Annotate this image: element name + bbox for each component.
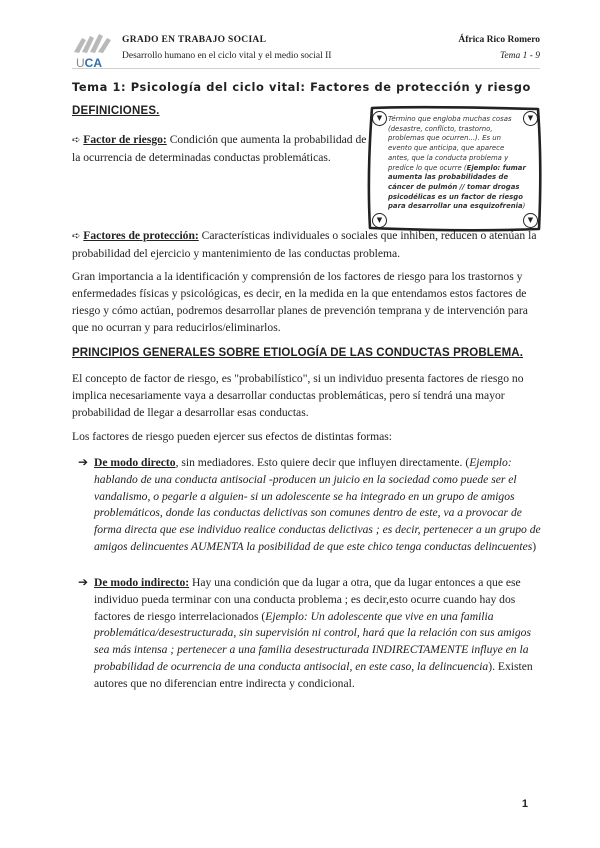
protection-factor-definition [72,227,542,262]
uca-logo-text: UCA [76,56,103,70]
topic-page: Tema 1 - 9 [499,51,540,61]
definitions-heading: DEFINICIONES. [72,105,160,117]
callout-marker-icon: ▼ [523,213,538,228]
callout-marker-icon: ▼ [523,111,538,126]
indirect-mode-label: De modo indirecto: [94,576,190,589]
header-right [458,32,540,64]
page-number: 1 [521,798,528,810]
white-arrow-icon: ➪ [72,231,81,242]
protection-factor-text: Características individuales o sociales que inhiben, reducen o atenúan la probabilidad del ejercicio y mantenimiento de las conductas problema. [72,229,537,260]
course-name: Desarrollo humano en el ciclo vital y el medio social II [122,51,332,61]
uca-logo [72,30,116,70]
header-divider [72,68,540,69]
direct-mode-example: Ejemplo: hablando de una conducta antisocial -producen un juicio en la sociedad como puede ser el vandalismo, o pegarle a alguien- si un adolescente se ha integrado en un grupo de amigos problemáticos, donde las conductas delictivas son comunes dentro de este, va a provocar de forma directa que ese individuo realice conductas delictivas ; es decir, pertenecer a un grupo de amigos delincuentes AUMENTA la posibilidad de que este chico tenga conductas delincuentes [94,456,541,553]
page-title: Tema 1: Psicología del ciclo vital: Factores de protección y riesgo [72,80,531,94]
arrow-bullet-icon: ➔ [78,455,89,469]
header-left [122,32,331,64]
callout-marker-icon: ▼ [372,213,387,228]
risk-factor-text: Condición que aumenta la probabilidad de la ocurrencia de determinadas conductas problemáticas. [72,133,367,164]
direct-mode-item: De modo directo, sin mediadores. Esto quiere decir que influyen directamente. (Ejemplo: hablando de una conducta antisocial -producen un juicio en la sociedad como puede ser el vandalismo, o pegarle a alguien- si un adolescente se ha integrado en un grupo de amigos problemáticos, donde las conductas delictivas son comunes dentro de este, va a provocar de forma directa que ese individuo realice conductas delictivas ; es decir, pertenecer a un grupo de amigos delincuentes AUMENTA la posibilidad de que este chico tenga conductas delincuentes) [94,456,541,553]
page-header [72,26,540,70]
callout-text: Término que engloba muchas cosas (desastre, conflicto, trastorno, problemas que ocurren...). Es un evento que anticipa, que aparece antes, que la conducta problema y predice lo que ocurre (Ejemplo: fumar aumenta las probabilidades de cáncer de pulmón // tomar drogas psicodélicas es un factor de riesgo para desarrollar una esquizofrenia) [388,115,526,211]
risk-factor-label: Factor de riesgo: [83,133,167,146]
importance-paragraph: Gran importancia a la identificación y comprensión de los factores de riesgo para los trastornos y enfermedades físicas y psicológicas, es decir, en la medida en la que entendamos estos factores de riesgo y cómo actúan, podremos desarrollar planes de prevención temprana y de intervención para que no ocurran y para reducirlos/eliminarlos. [72,270,528,334]
principles-heading: PRINCIPIOS GENERALES SOBRE ETIOLOGÍA DE LAS CONDUCTAS PROBLEMA. [72,347,523,359]
degree-name: GRADO EN TRABAJO SOCIAL [122,35,267,45]
direct-mode-label: De modo directo [94,456,176,469]
risk-factor-definition [72,131,372,166]
risk-factor-callout [366,105,544,233]
forms-intro: Los factores de riesgo pueden ejercer sus efectos de distintas formas: [72,430,392,443]
indirect-mode-example: Ejemplo: Un adolescente que vive en una familia problemática/desestructurada, sin supervisión ni control, hará que la relación con sus amigos sea más intensa ; pertenecer a una familia desestructurada INDIRECTAMENTE influye en la probabilidad de ocurrencia de una conducta antisocial, en este caso, la delincuencia [94,609,531,673]
callout-marker-icon: ▼ [372,111,387,126]
probabilistic-paragraph: El concepto de factor de riesgo, es "probabilístico", si un individuo presenta factores de riesgo no implica necesariamente vaya a desarrollar conductas problemáticas, pero sí tendrá una mayor probabilidad de llegar a desarrollar esas conductas. [72,372,524,419]
indirect-mode-item: De modo indirecto: Hay una condición que da lugar a otra, que da lugar entonces a que ese individuo pueda terminar con una conducta problema ; es decir,esto ocurre cuando hay dos factores de riesgo interrelacionados (Ejemplo: Un adolescente que vive en una familia problemática/desestructurada, sin supervisión ni control, hará que la relación con sus amigos sea más intensa ; pertenecer a una familia desestructurada INDIRECTAMENTE influye en la probabilidad de ocurrencia de una conducta antisocial, en este caso, la delincuencia). Existen autores que no diferencian entre indirecta y condicional. [94,576,533,690]
protection-factor-label: Factores de protección: [83,229,199,242]
arrow-bullet-icon: ➔ [78,575,89,589]
white-arrow-icon: ➪ [72,135,81,146]
author-name: África Rico Romero [458,35,540,45]
uca-logo-icon [72,30,116,58]
